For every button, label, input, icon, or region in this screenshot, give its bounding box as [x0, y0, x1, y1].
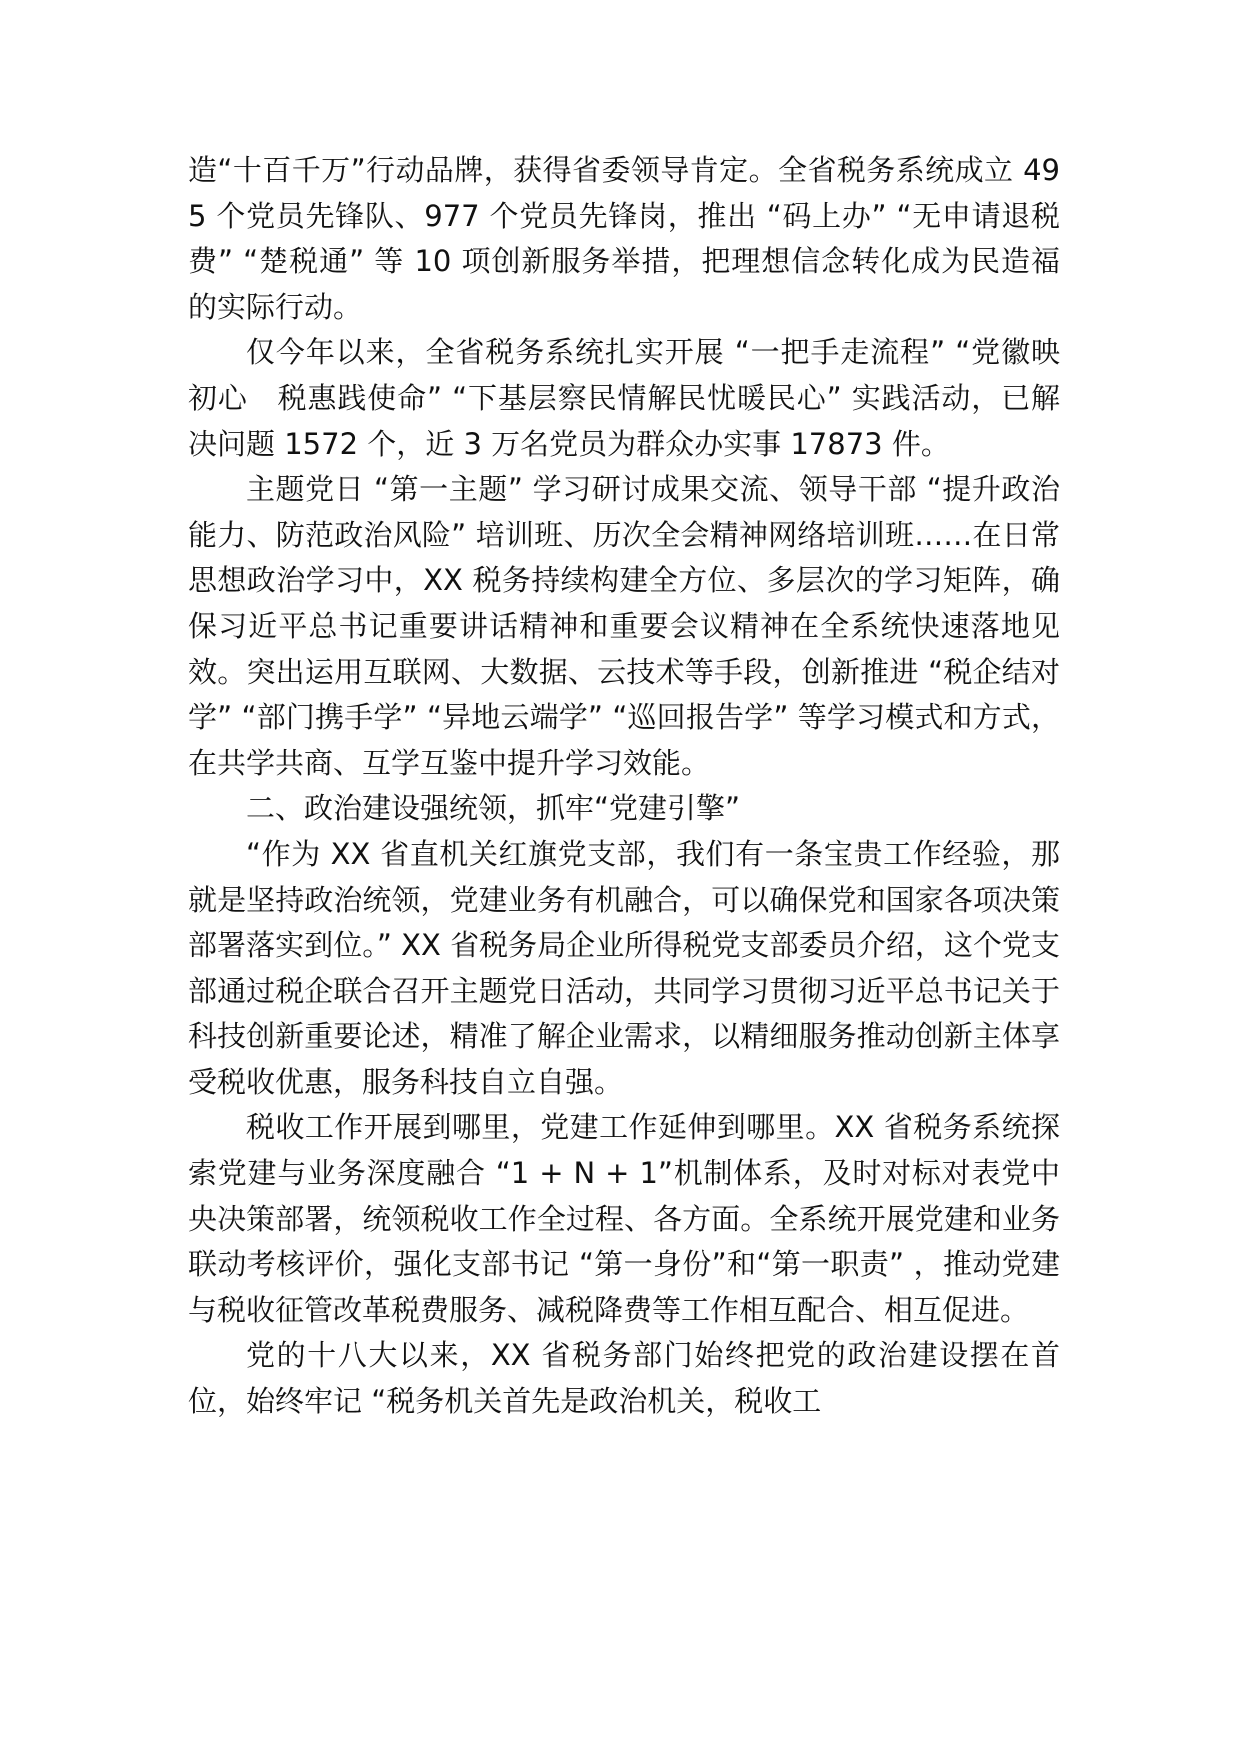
document-body: [188, 148, 1060, 1425]
paragraph: 税收工作开展到哪里，党建工作延伸到哪里。XX 省税务系统探索党建与业务深度融合 “1 + N + 1”机制体系，及时对标对表党中央决策部署，统领税收工作全过程、各方面。全系统开展党建和业务联动考核评价，强化支部书记 “第一身份”和“第一职责” ，推动党建与税收征管改革税费服务、减税降费等工作相互配合、相互促进。: [188, 1110, 1060, 1327]
paragraph: 仅今年以来，全省税务系统扎实开展 “一把手走流程” “党徽映初心 税惠践使命” “下基层察民情解民忧暖民心” 实践活动，已解决问题 1572 个，近 3 万名党员为群众办实事 17873 件。: [188, 335, 1060, 461]
paragraph: 主题党日 “第一主题” 学习研讨成果交流、领导干部 “提升政治能力、防范政治风险” 培训班、历次全会精神网络培训班……在日常思想政治学习中，XX 税务持续构建全方位、多层次的学习矩阵，确保习近平总书记重要讲话精神和重要会议精神在全系统快速落地见效。突出运用互联网、大数据、云技术等手段，创新推进 “税企结对学” “部门携手学” “异地云端学” “巡回报告学” 等学习模式和方式，在共学共商、互学互鉴中提升学习效能。: [188, 472, 1060, 780]
paragraph: “作为 XX 省直机关红旗党支部，我们有一条宝贵工作经验，那就是坚持政治统领，党建业务有机融合，可以确保党和国家各项决策部署落实到位。” XX 省税务局企业所得税党支部委员介绍，这个党支部通过税企联合召开主题党日活动，共同学习贯彻习近平总书记关于科技创新重要论述，精准了解企业需求，以精细服务推动创新主体享受税收优惠，服务科技自立自强。: [188, 836, 1060, 1099]
paragraph-continued: 造“十百千万”行动品牌，获得省委领导肯定。全省税务系统成立 495 个党员先锋队、977 个党员先锋岗，推出 “码上办” “无申请退税费” “楚税通” 等 10 项创新服务举措，把理想信念转化成为民造福的实际行动。: [188, 153, 1060, 324]
paragraph-truncated: 党的十八大以来，XX 省税务部门始终把党的政治建设摆在首位，始终牢记 “税务机关首先是政治机关，税收工: [188, 1338, 1060, 1419]
section-heading: 二、政治建设强统领，抓牢“党建引擎”: [246, 791, 741, 826]
